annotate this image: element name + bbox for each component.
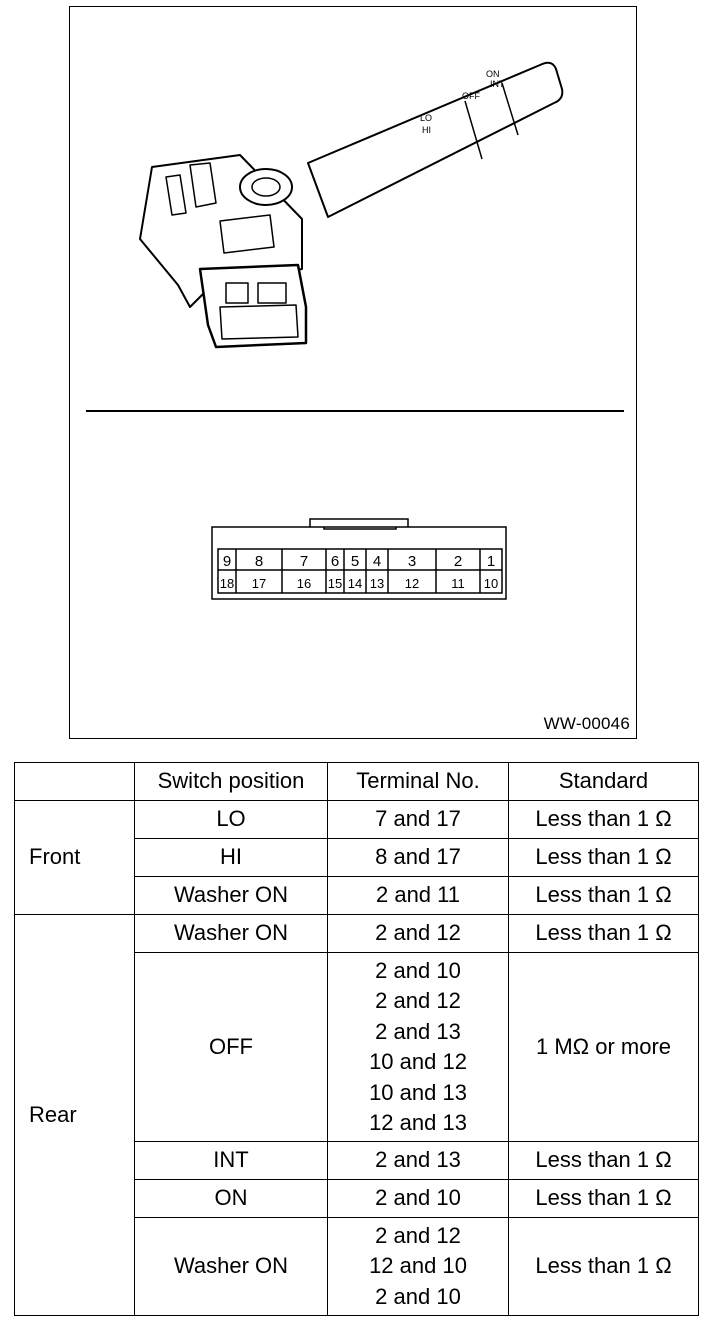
pin-9: 9 <box>222 553 232 570</box>
switch-position-cell: ON <box>135 1180 328 1218</box>
standard-cell: Less than 1 Ω <box>509 801 699 839</box>
pin-11: 11 <box>451 576 465 591</box>
figure-frame <box>69 6 637 739</box>
terminal-line: 2 and 12 <box>375 988 461 1013</box>
figure-code: WW-00046 <box>543 714 630 733</box>
inspection-table <box>14 762 699 1316</box>
standard-cell: Less than 1 Ω <box>509 1218 699 1316</box>
header-standard: Standard <box>509 763 699 801</box>
pin-13: 13 <box>369 576 385 591</box>
pin-12: 12 <box>404 576 420 591</box>
terminal-line: 2 and 12 <box>375 1222 461 1248</box>
standard-cell: Less than 1 Ω <box>509 915 699 953</box>
terminal-cell <box>328 1218 509 1316</box>
terminal-cell <box>328 953 509 1142</box>
switch-position-cell: Washer ON <box>135 1218 328 1316</box>
switch-position-cell: HI <box>135 839 328 877</box>
terminal-cell: 8 and 17 <box>328 839 509 877</box>
pin-8: 8 <box>254 553 264 570</box>
pin-18: 18 <box>219 576 235 591</box>
pin-17: 17 <box>251 576 267 591</box>
lever-label-int: INT <box>490 79 505 89</box>
table-row <box>15 801 699 839</box>
header-switch-position: Switch position <box>135 763 328 801</box>
terminal-cell: 2 and 10 <box>328 1180 509 1218</box>
standard-cell: Less than 1 Ω <box>509 1180 699 1218</box>
standard-cell: Less than 1 Ω <box>509 1142 699 1180</box>
pin-14: 14 <box>347 576 363 591</box>
group-front: Front <box>15 801 135 915</box>
table-row <box>15 915 699 953</box>
terminal-cell: 7 and 17 <box>328 801 509 839</box>
switch-position-cell: Washer ON <box>135 915 328 953</box>
lever-label-lo: LO <box>420 113 433 123</box>
connector-pin-diagram <box>70 7 638 740</box>
standard-cell: 1 MΩ or more <box>509 953 699 1142</box>
pin-6: 6 <box>330 553 340 570</box>
lever-label-off: OFF <box>462 91 480 101</box>
switch-position-cell: Washer ON <box>135 877 328 915</box>
pin-5: 5 <box>350 553 360 570</box>
pin-1: 1 <box>486 553 496 570</box>
switch-position-cell: LO <box>135 801 328 839</box>
terminal-line: 2 and 10 <box>375 1283 461 1309</box>
terminal-line: 10 and 12 <box>369 1049 467 1074</box>
terminal-cell: 2 and 13 <box>328 1142 509 1180</box>
terminal-line: 12 and 10 <box>369 1253 467 1279</box>
terminal-line: 12 and 13 <box>369 1110 467 1135</box>
pin-2: 2 <box>453 553 463 570</box>
pin-4: 4 <box>372 553 382 570</box>
terminal-line: 10 and 13 <box>369 1079 467 1105</box>
switch-position-cell: INT <box>135 1142 328 1180</box>
standard-cell: Less than 1 Ω <box>509 839 699 877</box>
group-rear: Rear <box>15 915 135 1316</box>
terminal-cell: 2 and 11 <box>328 877 509 915</box>
header-group <box>15 763 135 801</box>
terminal-line: 2 and 10 <box>375 957 461 983</box>
pin-3: 3 <box>407 553 417 570</box>
table-header-row <box>15 763 699 801</box>
lever-label-on: ON <box>486 69 500 79</box>
terminal-line: 2 and 13 <box>375 1018 461 1044</box>
header-terminal-no: Terminal No. <box>328 763 509 801</box>
pin-16: 16 <box>296 576 312 591</box>
standard-cell: Less than 1 Ω <box>509 877 699 915</box>
lever-label-hi: HI <box>422 125 431 135</box>
pin-7: 7 <box>299 553 309 570</box>
pin-10: 10 <box>483 576 499 591</box>
terminal-cell: 2 and 12 <box>328 915 509 953</box>
switch-position-cell: OFF <box>135 953 328 1142</box>
pin-15: 15 <box>327 576 343 591</box>
